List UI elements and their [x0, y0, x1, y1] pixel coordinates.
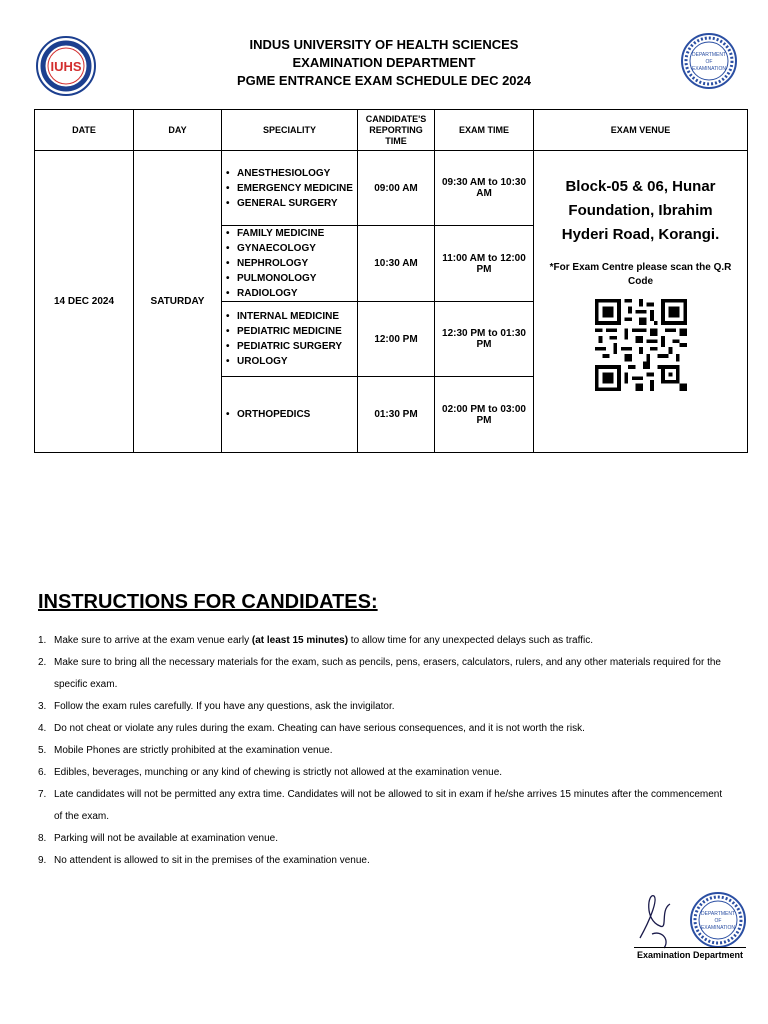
instruction-item — [34, 828, 724, 850]
instruction-number: 9. — [38, 855, 47, 866]
instruction-text: Parking will not be available at examination venue. — [54, 833, 279, 844]
instruction-item — [34, 762, 724, 784]
instruction-number: 5. — [38, 745, 47, 756]
department-stamp — [680, 32, 738, 90]
header-reporting-time: CANDIDATE'S REPORTING TIME — [358, 110, 435, 151]
instruction-text: Make sure to bring all the necessary materials for the exam, such as pencils, pens, erasers, calculators, rulers, and any other materials required for the specific exam. — [54, 657, 721, 690]
department-name: EXAMINATION DEPARTMENT — [292, 55, 476, 70]
header-exam-time: EXAM TIME — [435, 110, 534, 151]
instruction-bold-text: (at least 15 minutes) — [251, 635, 349, 646]
schedule-table — [34, 109, 748, 453]
instruction-number: 1. — [38, 635, 47, 646]
instruction-item — [34, 784, 724, 828]
instruction-number: 2. — [38, 657, 47, 668]
instruction-text: Do not cheat or violate any rules during the exam. Cheating can have serious consequences, and it is not worth the risk. — [54, 723, 585, 734]
signature-line — [634, 947, 746, 948]
header-date: DATE — [35, 110, 134, 151]
exam-date: 14 DEC 2024 — [35, 151, 134, 453]
stamp-text-1: DEPARTMENT — [701, 911, 735, 917]
speciality-item: • UROLOGY — [226, 354, 357, 369]
stamp-text-2: OF — [714, 918, 722, 924]
instruction-item — [34, 850, 724, 872]
speciality-item: • ANESTHESIOLOGY — [226, 166, 357, 181]
instruction-item — [34, 718, 724, 740]
speciality-item: • FAMILY MEDICINE — [226, 226, 357, 241]
speciality-cell — [222, 151, 358, 226]
university-name: INDUS UNIVERSITY OF HEALTH SCIENCES — [249, 37, 519, 52]
exam-time: 09:30 AM to 10:30 AM — [435, 151, 534, 226]
speciality-item: • PEDIATRIC MEDICINE — [226, 324, 357, 339]
instruction-text: Late candidates will not be permitted any extra time. Candidates will not be allowed to sit in exam if he/she arrives 15 minutes after the commencement of the exam. — [54, 789, 723, 822]
speciality-item: • GENERAL SURGERY — [226, 196, 357, 211]
exam-time: 11:00 AM to 12:00 PM — [435, 226, 534, 302]
table-header-row — [35, 110, 748, 151]
instruction-text: to allow time for any unexpected delays such as traffic. — [348, 635, 593, 646]
instruction-number: 3. — [38, 701, 47, 712]
table-row — [35, 151, 748, 226]
stamp-text-3: EXAMINATION — [691, 66, 727, 72]
stamp-text-3: EXAMINATION — [700, 925, 736, 931]
venue-qr-code — [595, 299, 687, 391]
instruction-text: Edibles, beverages, munching or any kind of chewing is strictly not allowed at the examination venue. — [54, 767, 503, 778]
instruction-item — [34, 740, 724, 762]
instruction-text: Follow the exam rules carefully. If you have any questions, ask the invigilator. — [54, 701, 395, 712]
instruction-item — [34, 630, 724, 652]
instructions-title: INSTRUCTIONS FOR CANDIDATES: — [38, 591, 378, 613]
speciality-item: • RADIOLOGY — [226, 286, 357, 301]
instruction-item — [34, 652, 724, 696]
speciality-item: • PEDIATRIC SURGERY — [226, 339, 357, 354]
logo-text: IUHS — [50, 59, 82, 74]
signature-mark — [640, 896, 670, 948]
instruction-number: 6. — [38, 767, 47, 778]
reporting-time: 01:30 PM — [358, 377, 435, 453]
exam-day: SATURDAY — [134, 151, 222, 453]
instruction-text: Mobile Phones are strictly prohibited at the examination venue. — [54, 745, 333, 756]
instruction-number: 4. — [38, 723, 47, 734]
speciality-item: • PULMONOLOGY — [226, 271, 357, 286]
speciality-item: • EMERGENCY MEDICINE — [226, 181, 357, 196]
reporting-time: 10:30 AM — [358, 226, 435, 302]
document-header — [0, 36, 768, 90]
header-speciality: SPECIALITY — [222, 110, 358, 151]
instructions-list — [34, 630, 724, 872]
instruction-item — [34, 696, 724, 718]
stamp-text-2: OF — [705, 59, 713, 65]
venue-address: Block-05 & 06, Hunar Foundation, Ibrahim Hyderi Road, Korangi. — [561, 178, 720, 243]
instruction-number: 7. — [38, 789, 47, 800]
venue-note: *For Exam Centre please scan the Q.R Code — [549, 262, 732, 287]
exam-time: 02:00 PM to 03:00 PM — [435, 377, 534, 453]
instruction-text: Make sure to arrive at the exam venue early — [54, 635, 252, 646]
signature-label: Examination Department — [636, 950, 744, 960]
instruction-number: 8. — [38, 833, 47, 844]
instruction-text: No attendent is allowed to sit in the premises of the examination venue. — [54, 855, 370, 866]
stamp-text-1: DEPARTMENT — [692, 52, 726, 58]
exam-venue-cell — [534, 151, 748, 453]
header-day: DAY — [134, 110, 222, 151]
reporting-time: 09:00 AM — [358, 151, 435, 226]
speciality-item: • ORTHOPEDICS — [226, 407, 357, 422]
header-exam-venue: EXAM VENUE — [534, 110, 748, 151]
speciality-item: • NEPHROLOGY — [226, 256, 357, 271]
reporting-time: 12:00 PM — [358, 302, 435, 377]
schedule-title: PGME ENTRANCE EXAM SCHEDULE DEC 2024 — [237, 73, 531, 88]
speciality-cell — [222, 377, 358, 453]
exam-time: 12:30 PM to 01:30 PM — [435, 302, 534, 377]
speciality-cell — [222, 226, 358, 302]
speciality-cell — [222, 302, 358, 377]
speciality-item: • INTERNAL MEDICINE — [226, 309, 357, 324]
speciality-item: • GYNAECOLOGY — [226, 241, 357, 256]
